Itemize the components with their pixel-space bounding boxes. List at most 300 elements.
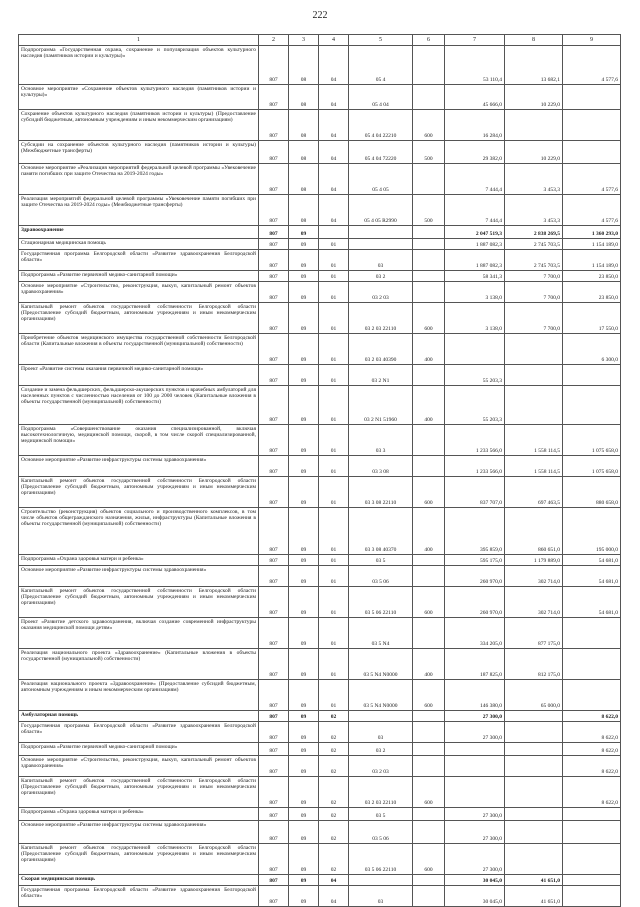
- admin-code-cell: 807: [259, 303, 289, 334]
- subsection-cell: 01: [319, 649, 349, 680]
- section-cell: 09: [289, 425, 319, 456]
- expense-type-cell: 400: [413, 386, 445, 425]
- row-name-cell: Подпрограмма «Совершенствование оказания специализированной, включая высокотехнологичную, медицинской помощи, скорой, в том числе скорой специализированной, медицинской помощи»: [19, 425, 259, 456]
- row-name-cell: Основное мероприятие «Сохранение объектов культурного наследия (памятников истории и культуры)»: [19, 85, 259, 110]
- target-article-cell: 03: [349, 250, 413, 271]
- expense-type-cell: [413, 456, 445, 477]
- expense-type-cell: [413, 46, 445, 85]
- section-cell: 09: [289, 566, 319, 587]
- amount-year1-cell: 16 284,0: [445, 110, 505, 141]
- expense-type-cell: 400: [413, 649, 445, 680]
- section-cell: 09: [289, 239, 319, 250]
- amount-year1-cell: 27 300,0: [445, 722, 505, 743]
- table-row: [19, 649, 621, 680]
- table-row: [19, 743, 621, 756]
- table-row: [19, 566, 621, 587]
- amount-year2-cell: [505, 711, 563, 722]
- target-article-cell: 03 5 06: [349, 821, 413, 844]
- amount-year2-cell: 41 651,0: [505, 875, 563, 886]
- table-row: [19, 777, 621, 808]
- admin-code-cell: 807: [259, 425, 289, 456]
- amount-year1-cell: 30 045,0: [445, 875, 505, 886]
- subsection-cell: 01: [319, 386, 349, 425]
- amount-year3-cell: 54 681,0: [563, 587, 621, 618]
- table-row: [19, 425, 621, 456]
- table-row: [19, 164, 621, 195]
- admin-code-cell: 807: [259, 886, 289, 907]
- section-cell: 08: [289, 164, 319, 195]
- expense-type-cell: [413, 821, 445, 844]
- subsection-cell: 01: [319, 425, 349, 456]
- amount-year2-cell: [505, 110, 563, 141]
- amount-year1-cell: 3 138,0: [445, 303, 505, 334]
- row-name-cell: Подпрограмма «Охрана здоровья матери и ребенка»: [19, 808, 259, 821]
- amount-year1-cell: 7 444,4: [445, 164, 505, 195]
- row-name-cell: Государственная программа Белгородской области «Развитие здравоохранения Белгородской области»: [19, 886, 259, 907]
- target-article-cell: 03 5: [349, 555, 413, 566]
- amount-year1-cell: 595 175,0: [445, 555, 505, 566]
- amount-year1-cell: 1 233 566,0: [445, 456, 505, 477]
- table-row: [19, 334, 621, 365]
- row-name-cell: Основное мероприятие «Развитие инфраструктуры системы здравоохранения»: [19, 821, 259, 844]
- column-header: 3: [289, 35, 319, 46]
- table-header-row: [19, 35, 621, 46]
- subsection-cell: 01: [319, 303, 349, 334]
- amount-year1-cell: 1 887 082,3: [445, 239, 505, 250]
- amount-year3-cell: 54 681,0: [563, 566, 621, 587]
- target-article-cell: 05 4 05: [349, 164, 413, 195]
- subsection-cell: 01: [319, 334, 349, 365]
- row-name-cell: Амбулаторная помощь: [19, 711, 259, 722]
- target-article-cell: 03 3 08 40370: [349, 508, 413, 555]
- subsection-cell: 01: [319, 555, 349, 566]
- row-name-cell: Государственная программа Белгородской области «Развитие здравоохранения Белгородской области»: [19, 250, 259, 271]
- amount-year2-cell: 1 558 114,5: [505, 425, 563, 456]
- column-header: 2: [259, 35, 289, 46]
- expense-type-cell: [413, 555, 445, 566]
- admin-code-cell: 807: [259, 555, 289, 566]
- amount-year1-cell: 27 300,0: [445, 808, 505, 821]
- table-row: [19, 875, 621, 886]
- expense-type-cell: 600: [413, 587, 445, 618]
- admin-code-cell: 807: [259, 587, 289, 618]
- section-cell: 09: [289, 711, 319, 722]
- subsection-cell: 01: [319, 282, 349, 303]
- amount-year1-cell: [445, 743, 505, 756]
- expense-type-cell: [413, 722, 445, 743]
- amount-year3-cell: 8 622,0: [563, 777, 621, 808]
- row-name-cell: Основное мероприятие «Развитие инфраструктуры системы здравоохранения»: [19, 456, 259, 477]
- column-header: 8: [505, 35, 563, 46]
- amount-year3-cell: [563, 649, 621, 680]
- expense-type-cell: [413, 425, 445, 456]
- section-cell: 08: [289, 110, 319, 141]
- admin-code-cell: 807: [259, 649, 289, 680]
- amount-year3-cell: [563, 821, 621, 844]
- target-article-cell: [349, 711, 413, 722]
- expense-type-cell: [413, 85, 445, 110]
- amount-year3-cell: [563, 886, 621, 907]
- expense-type-cell: [413, 808, 445, 821]
- table-row: [19, 821, 621, 844]
- target-article-cell: 03 3 08: [349, 456, 413, 477]
- row-name-cell: Реализация национального проекта «Здравоохранение» (Предоставление субсидий бюджетным, автономным учреждениям и иным некоммерческим организациям): [19, 680, 259, 711]
- admin-code-cell: 807: [259, 844, 289, 875]
- table-row: [19, 808, 621, 821]
- section-cell: 09: [289, 821, 319, 844]
- amount-year3-cell: [563, 875, 621, 886]
- amount-year1-cell: 2 047 519,3: [445, 226, 505, 239]
- subsection-cell: 01: [319, 680, 349, 711]
- expense-type-cell: 600: [413, 477, 445, 508]
- amount-year2-cell: [505, 777, 563, 808]
- amount-year3-cell: 1 360 293,0: [563, 226, 621, 239]
- section-cell: 09: [289, 756, 319, 777]
- subsection-cell: 01: [319, 250, 349, 271]
- table-row: [19, 46, 621, 85]
- section-cell: 08: [289, 46, 319, 85]
- table-row: [19, 618, 621, 649]
- amount-year1-cell: 7 444,4: [445, 195, 505, 226]
- admin-code-cell: 807: [259, 566, 289, 587]
- target-article-cell: 03: [349, 886, 413, 907]
- subsection-cell: 04: [319, 164, 349, 195]
- subsection-cell: 02: [319, 821, 349, 844]
- expense-type-cell: 600: [413, 777, 445, 808]
- admin-code-cell: 807: [259, 164, 289, 195]
- column-header: 7: [445, 35, 505, 46]
- row-name-cell: Подпрограмма «Развитие первичной медико-санитарной помощи»: [19, 271, 259, 282]
- section-cell: 09: [289, 649, 319, 680]
- subsection-cell: 04: [319, 875, 349, 886]
- admin-code-cell: 807: [259, 141, 289, 164]
- admin-code-cell: 807: [259, 110, 289, 141]
- amount-year3-cell: 4 577,6: [563, 195, 621, 226]
- amount-year2-cell: 7 700,0: [505, 282, 563, 303]
- section-cell: 09: [289, 226, 319, 239]
- row-name-cell: Субсидии на сохранение объектов культурного наследия (памятников истории и культуры) (Межбюджетные трансферты): [19, 141, 259, 164]
- admin-code-cell: 807: [259, 365, 289, 386]
- target-article-cell: 05 4: [349, 46, 413, 85]
- amount-year1-cell: 3 138,0: [445, 282, 505, 303]
- amount-year2-cell: 697 463,5: [505, 477, 563, 508]
- section-cell: 09: [289, 743, 319, 756]
- amount-year2-cell: 10 229,0: [505, 141, 563, 164]
- table-row: [19, 680, 621, 711]
- row-name-cell: Реализация мероприятий федеральной целевой программы «Увековечение памяти погибших при защите Отечества на 2019-2024 годы» (Межбюджетные трансферты): [19, 195, 259, 226]
- expense-type-cell: [413, 239, 445, 250]
- target-article-cell: [349, 875, 413, 886]
- amount-year1-cell: 1 887 082,3: [445, 250, 505, 271]
- section-cell: 09: [289, 875, 319, 886]
- amount-year1-cell: 53 110,4: [445, 46, 505, 85]
- amount-year2-cell: 2 745 703,5: [505, 239, 563, 250]
- amount-year2-cell: [505, 821, 563, 844]
- expense-type-cell: [413, 271, 445, 282]
- amount-year2-cell: [505, 334, 563, 365]
- amount-year1-cell: [445, 777, 505, 808]
- target-article-cell: 05 4 04 72220: [349, 141, 413, 164]
- section-cell: 09: [289, 334, 319, 365]
- amount-year2-cell: 10 229,0: [505, 85, 563, 110]
- subsection-cell: 02: [319, 844, 349, 875]
- section-cell: 09: [289, 844, 319, 875]
- table-row: [19, 477, 621, 508]
- row-name-cell: Основное мероприятие «Развитие инфраструктуры системы здравоохранения»: [19, 566, 259, 587]
- admin-code-cell: 807: [259, 743, 289, 756]
- amount-year1-cell: 146 380,0: [445, 680, 505, 711]
- subsection-cell: 02: [319, 743, 349, 756]
- subsection-cell: 01: [319, 566, 349, 587]
- expense-type-cell: [413, 743, 445, 756]
- admin-code-cell: 807: [259, 386, 289, 425]
- amount-year1-cell: 27 300,0: [445, 711, 505, 722]
- amount-year3-cell: 23 850,0: [563, 282, 621, 303]
- section-cell: 08: [289, 85, 319, 110]
- amount-year2-cell: 2 838 269,5: [505, 226, 563, 239]
- target-article-cell: 03 5 06: [349, 566, 413, 587]
- table-row: [19, 756, 621, 777]
- amount-year3-cell: [563, 844, 621, 875]
- subsection-cell: 01: [319, 477, 349, 508]
- amount-year3-cell: 54 681,0: [563, 555, 621, 566]
- row-name-cell: Подпрограмма «Государственная охрана, сохранение и популяризация объектов культурного наследия (памятников истории и культуры)»: [19, 46, 259, 85]
- expense-type-cell: 500: [413, 141, 445, 164]
- section-cell: 09: [289, 365, 319, 386]
- row-name-cell: Капитальный ремонт объектов государственной собственности Белгородской области (Предоставление субсидий бюджетным, автономным учреждениям и иным некоммерческим организациям): [19, 777, 259, 808]
- row-name-cell: Основное мероприятие «Строительство, реконструкция, выкуп, капитальный ремонт объектов здравоохранения»: [19, 282, 259, 303]
- target-article-cell: 03 2 03 22110: [349, 777, 413, 808]
- row-name-cell: Капитальный ремонт объектов государственной собственности Белгородской области (Предоставление субсидий бюджетным, автономным учреждениям и иным некоммерческим организациям): [19, 477, 259, 508]
- amount-year3-cell: 195 000,0: [563, 508, 621, 555]
- amount-year2-cell: 812 175,0: [505, 649, 563, 680]
- row-name-cell: Основное мероприятие «Строительство, реконструкция, выкуп, капитальный ремонт объектов здравоохранения»: [19, 756, 259, 777]
- expense-type-cell: [413, 886, 445, 907]
- subsection-cell: 01: [319, 456, 349, 477]
- amount-year3-cell: 1 154 189,0: [563, 239, 621, 250]
- row-name-cell: Скорая медицинская помощь: [19, 875, 259, 886]
- target-article-cell: 03 2 03: [349, 282, 413, 303]
- table-row: [19, 303, 621, 334]
- amount-year2-cell: 65 000,0: [505, 680, 563, 711]
- row-name-cell: Приобретение объектов медицинского имущества государственной собственности Белгородской области (Капитальные вложения в объекты государственной (муниципальной) собственности): [19, 334, 259, 365]
- section-cell: 09: [289, 250, 319, 271]
- row-name-cell: Капитальный ремонт объектов государственной собственности Белгородской области (Предоставление субсидий бюджетным, автономным учреждениям и иным некоммерческим организациям): [19, 587, 259, 618]
- subsection-cell: 02: [319, 711, 349, 722]
- table-row: [19, 85, 621, 110]
- expense-type-cell: 600: [413, 110, 445, 141]
- amount-year2-cell: 1 179 889,0: [505, 555, 563, 566]
- target-article-cell: 03 2 N1: [349, 365, 413, 386]
- amount-year3-cell: [563, 141, 621, 164]
- amount-year2-cell: 1 558 114,5: [505, 456, 563, 477]
- expense-type-cell: 400: [413, 334, 445, 365]
- amount-year1-cell: 55 203,3: [445, 386, 505, 425]
- expense-type-cell: 600: [413, 844, 445, 875]
- amount-year3-cell: 17 550,0: [563, 303, 621, 334]
- row-name-cell: Здравоохранение: [19, 226, 259, 239]
- page-number: 222: [312, 10, 328, 21]
- amount-year3-cell: 8 622,0: [563, 743, 621, 756]
- row-name-cell: Подпрограмма «Охрана здоровья матери и ребенка»: [19, 555, 259, 566]
- amount-year1-cell: 187 825,0: [445, 649, 505, 680]
- amount-year1-cell: 29 382,0: [445, 141, 505, 164]
- subsection-cell: 02: [319, 722, 349, 743]
- table-row: [19, 711, 621, 722]
- amount-year2-cell: [505, 722, 563, 743]
- admin-code-cell: 807: [259, 46, 289, 85]
- target-article-cell: 03 5 N4: [349, 618, 413, 649]
- subsection-cell: 01: [319, 271, 349, 282]
- admin-code-cell: 807: [259, 334, 289, 365]
- admin-code-cell: 807: [259, 239, 289, 250]
- admin-code-cell: 807: [259, 821, 289, 844]
- amount-year2-cell: 302 714,0: [505, 587, 563, 618]
- section-cell: 09: [289, 555, 319, 566]
- admin-code-cell: 807: [259, 618, 289, 649]
- amount-year1-cell: 837 707,0: [445, 477, 505, 508]
- admin-code-cell: 807: [259, 680, 289, 711]
- target-article-cell: 03 5 N4 N0000: [349, 680, 413, 711]
- expense-type-cell: 600: [413, 680, 445, 711]
- target-article-cell: 03 5 N4 N0000: [349, 649, 413, 680]
- subsection-cell: 04: [319, 85, 349, 110]
- amount-year3-cell: [563, 808, 621, 821]
- section-cell: 09: [289, 386, 319, 425]
- table-row: [19, 844, 621, 875]
- section-cell: 09: [289, 282, 319, 303]
- section-cell: 09: [289, 303, 319, 334]
- expense-type-cell: [413, 756, 445, 777]
- section-cell: 09: [289, 722, 319, 743]
- amount-year1-cell: 30 045,0: [445, 886, 505, 907]
- subsection-cell: 01: [319, 365, 349, 386]
- amount-year3-cell: 6 300,0: [563, 334, 621, 365]
- section-cell: 09: [289, 618, 319, 649]
- column-header: 9: [563, 35, 621, 46]
- row-name-cell: Реализация национального проекта «Здравоохранение» (Капитальные вложения в объекты государственной (муниципальной) собственности): [19, 649, 259, 680]
- target-article-cell: 03 5 06 22110: [349, 844, 413, 875]
- subsection-cell: 02: [319, 756, 349, 777]
- target-article-cell: 05 4 04: [349, 85, 413, 110]
- amount-year2-cell: 3 453,3: [505, 164, 563, 195]
- table-row: [19, 386, 621, 425]
- amount-year2-cell: 860 651,0: [505, 508, 563, 555]
- row-name-cell: Сохранение объектов культурного наследия (памятников истории и культуры) (Предоставление субсидий бюджетным, автономным учреждениям и иным некоммерческим организациям): [19, 110, 259, 141]
- amount-year3-cell: 8 622,0: [563, 711, 621, 722]
- amount-year3-cell: [563, 618, 621, 649]
- amount-year1-cell: 55 203,3: [445, 365, 505, 386]
- expense-type-cell: 400: [413, 508, 445, 555]
- expense-type-cell: [413, 164, 445, 195]
- amount-year2-cell: [505, 808, 563, 821]
- target-article-cell: [349, 226, 413, 239]
- amount-year3-cell: 4 577,6: [563, 46, 621, 85]
- admin-code-cell: 807: [259, 777, 289, 808]
- table-row: [19, 555, 621, 566]
- table-row: [19, 587, 621, 618]
- amount-year3-cell: [563, 110, 621, 141]
- amount-year2-cell: 7 700,0: [505, 271, 563, 282]
- amount-year2-cell: 13 682,1: [505, 46, 563, 85]
- admin-code-cell: 807: [259, 271, 289, 282]
- amount-year1-cell: [445, 334, 505, 365]
- amount-year3-cell: 4 577,6: [563, 164, 621, 195]
- row-name-cell: Строительство (реконструкция) объектов социального и производственного комплексов, в том числе объектов общегражданского назначения, жилья, инфраструктуры (Капитальные вложения в объекты государственной (муниципальной) собственности): [19, 508, 259, 555]
- expense-type-cell: 600: [413, 303, 445, 334]
- amount-year2-cell: 41 651,0: [505, 886, 563, 907]
- amount-year1-cell: 334 205,0: [445, 618, 505, 649]
- expense-type-cell: [413, 365, 445, 386]
- expense-type-cell: 500: [413, 195, 445, 226]
- expense-type-cell: [413, 282, 445, 303]
- table-row: [19, 886, 621, 907]
- amount-year1-cell: [445, 756, 505, 777]
- amount-year2-cell: 877 175,0: [505, 618, 563, 649]
- admin-code-cell: 807: [259, 477, 289, 508]
- row-name-cell: Государственная программа Белгородской области «Развитие здравоохранения Белгородской области»: [19, 722, 259, 743]
- table-row: [19, 239, 621, 250]
- target-article-cell: 03 3: [349, 425, 413, 456]
- target-article-cell: 03 5 06 22110: [349, 587, 413, 618]
- subsection-cell: 01: [319, 587, 349, 618]
- admin-code-cell: 807: [259, 508, 289, 555]
- target-article-cell: 05 4 05 R2990: [349, 195, 413, 226]
- section-cell: 09: [289, 777, 319, 808]
- amount-year3-cell: 23 850,0: [563, 271, 621, 282]
- row-name-cell: Проект «Развитие детского здравоохранения, включая создание современной инфраструктуры оказания медицинской помощи детям»: [19, 618, 259, 649]
- amount-year2-cell: [505, 756, 563, 777]
- table-row: [19, 722, 621, 743]
- amount-year3-cell: [563, 386, 621, 425]
- admin-code-cell: 807: [259, 85, 289, 110]
- subsection-cell: 04: [319, 110, 349, 141]
- table-row: [19, 226, 621, 239]
- subsection-cell: 04: [319, 195, 349, 226]
- table-row: [19, 271, 621, 282]
- amount-year3-cell: [563, 680, 621, 711]
- amount-year2-cell: [505, 844, 563, 875]
- section-cell: 09: [289, 886, 319, 907]
- amount-year3-cell: [563, 365, 621, 386]
- amount-year3-cell: 1 154 189,0: [563, 250, 621, 271]
- subsection-cell: 01: [319, 239, 349, 250]
- target-article-cell: 03 2: [349, 743, 413, 756]
- amount-year2-cell: [505, 743, 563, 756]
- section-cell: 09: [289, 808, 319, 821]
- target-article-cell: 03 2 03 40390: [349, 334, 413, 365]
- subsection-cell: 01: [319, 618, 349, 649]
- section-cell: 09: [289, 680, 319, 711]
- column-header: 5: [349, 35, 413, 46]
- amount-year1-cell: 1 233 566,0: [445, 425, 505, 456]
- amount-year3-cell: 8 622,0: [563, 756, 621, 777]
- admin-code-cell: 807: [259, 282, 289, 303]
- section-cell: 08: [289, 195, 319, 226]
- target-article-cell: 03: [349, 722, 413, 743]
- section-cell: 09: [289, 271, 319, 282]
- amount-year2-cell: 2 745 703,5: [505, 250, 563, 271]
- target-article-cell: 03 2 03 22110: [349, 303, 413, 334]
- table-row: [19, 110, 621, 141]
- subsection-cell: [319, 226, 349, 239]
- table-row: [19, 282, 621, 303]
- target-article-cell: 03 2 N1 51960: [349, 386, 413, 425]
- section-cell: 08: [289, 141, 319, 164]
- amount-year1-cell: 260 970,0: [445, 566, 505, 587]
- amount-year1-cell: 45 666,0: [445, 85, 505, 110]
- column-header: 4: [319, 35, 349, 46]
